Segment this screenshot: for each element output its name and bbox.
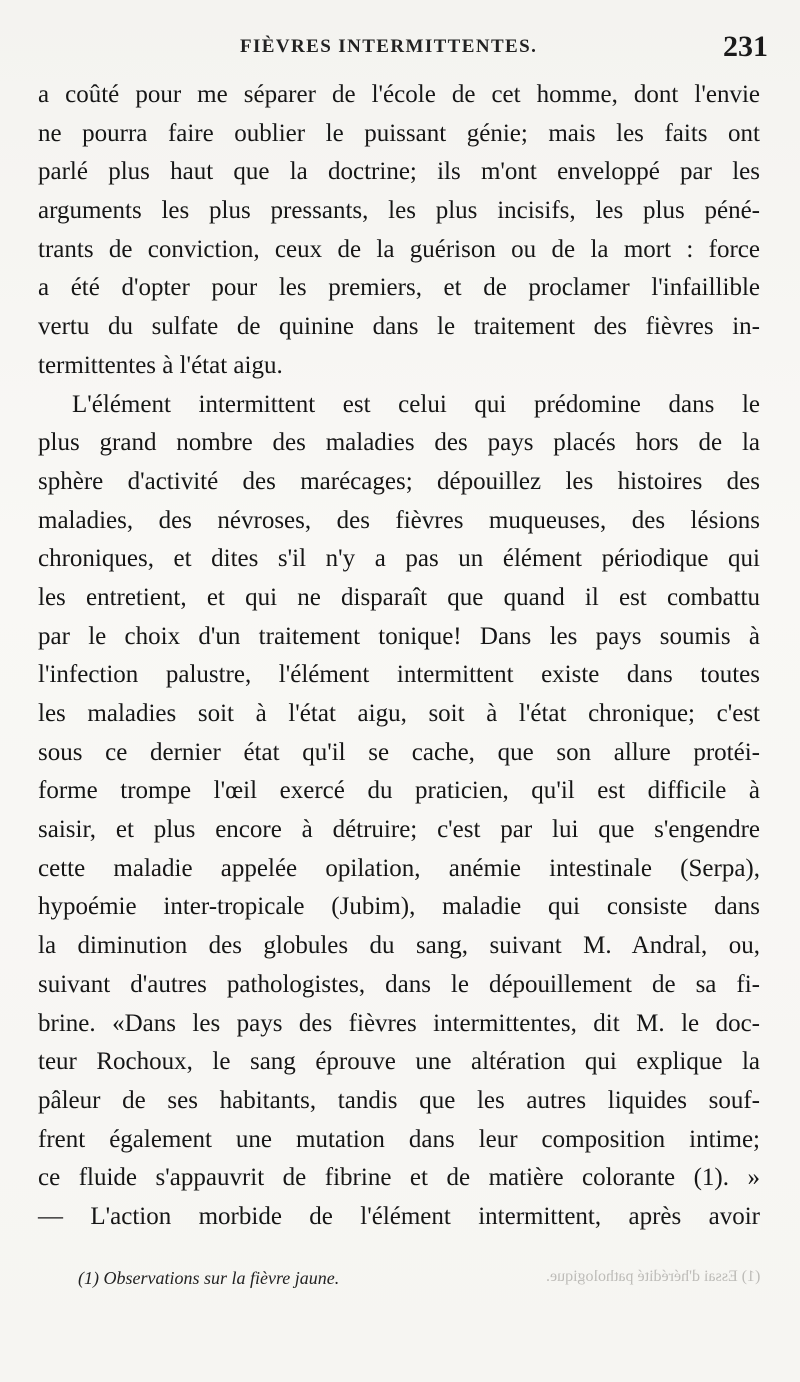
text-line: ce fluide s'appauvrit de fibrine et de matière colorante (1). »	[38, 1164, 760, 1192]
text-line: teur Rochoux, le sang éprouve une altération qui explique la	[38, 1048, 760, 1076]
text-line: les entretient, et qui ne disparaît que quand il est combattu	[38, 583, 760, 611]
text-line: L'élément intermittent est celui qui prédomine dans le	[72, 390, 760, 418]
text-line: chroniques, et dites s'il n'y a pas un élément périodique qui	[38, 545, 760, 573]
text-line: brine. «Dans les pays des fièvres intermittentes, dit M. le doc-	[38, 1009, 760, 1037]
text-line: maladies, des névroses, des fièvres muqueuses, des lésions	[38, 506, 760, 534]
text-line: frent également une mutation dans leur composition intime;	[38, 1125, 760, 1153]
text-line: a été d'opter pour les premiers, et de proclamer l'infaillible	[38, 274, 760, 302]
text-line: plus grand nombre des maladies des pays placés hors de la	[38, 429, 760, 457]
body-text	[38, 76, 760, 1237]
text-line: hypoémie inter-tropicale (Jubim), maladie qui consiste dans	[38, 893, 760, 921]
text-line: pâleur de ses habitants, tandis que les autres liquides souf-	[38, 1086, 760, 1114]
text-line: l'infection palustre, l'élément intermittent existe dans toutes	[38, 661, 760, 689]
page-number: 231	[723, 30, 768, 63]
text-line: sous ce dernier état qu'il se cache, que son allure protéi-	[38, 738, 760, 766]
text-line: termittentes à l'état aigu.	[38, 351, 283, 379]
text-line: les maladies soit à l'état aigu, soit à l'état chronique; c'est	[38, 700, 760, 727]
text-line: parlé plus haut que la doctrine; ils m'ont enveloppé par les	[38, 158, 760, 186]
text-line: — L'action morbide de l'élément intermittent, après avoir	[38, 1202, 760, 1230]
text-line: trants de conviction, ceux de la guérison ou de la mort : force	[38, 235, 760, 263]
text-line: la diminution des globules du sang, suivant M. Andral, ou,	[38, 932, 760, 960]
text-line: ne pourra faire oublier le puissant génie; mais les faits ont	[38, 119, 760, 147]
text-line: par le choix d'un traitement tonique! Dans les pays soumis à	[38, 622, 760, 650]
page-header	[0, 30, 800, 64]
text-line: forme trompe l'œil exercé du praticien, qu'il est difficile à	[38, 777, 760, 805]
footnote: (1) Observations sur la fièvre jaune.	[78, 1268, 340, 1288]
text-line: arguments les plus pressants, les plus incisifs, les plus péné-	[38, 197, 760, 225]
text-line: a coûté pour me séparer de l'école de cet homme, dont l'envie	[38, 81, 760, 108]
text-line: sphère d'activité des marécages; dépouillez les histoires des	[38, 467, 760, 495]
text-line: vertu du sulfate de quinine dans le traitement des fièvres in-	[38, 313, 760, 341]
show-through-text: (1) Essai d'hérédité pathologique.	[545, 1268, 760, 1285]
text-line: cette maladie appelée opilation, anémie intestinale (Serpa),	[38, 854, 760, 882]
text-line: suivant d'autres pathologistes, dans le dépouillement de sa fi-	[38, 970, 760, 998]
text-line: saisir, et plus encore à détruire; c'est par lui que s'engendre	[38, 816, 760, 844]
running-title: FIÈVRES INTERMITTENTES.	[240, 36, 538, 57]
